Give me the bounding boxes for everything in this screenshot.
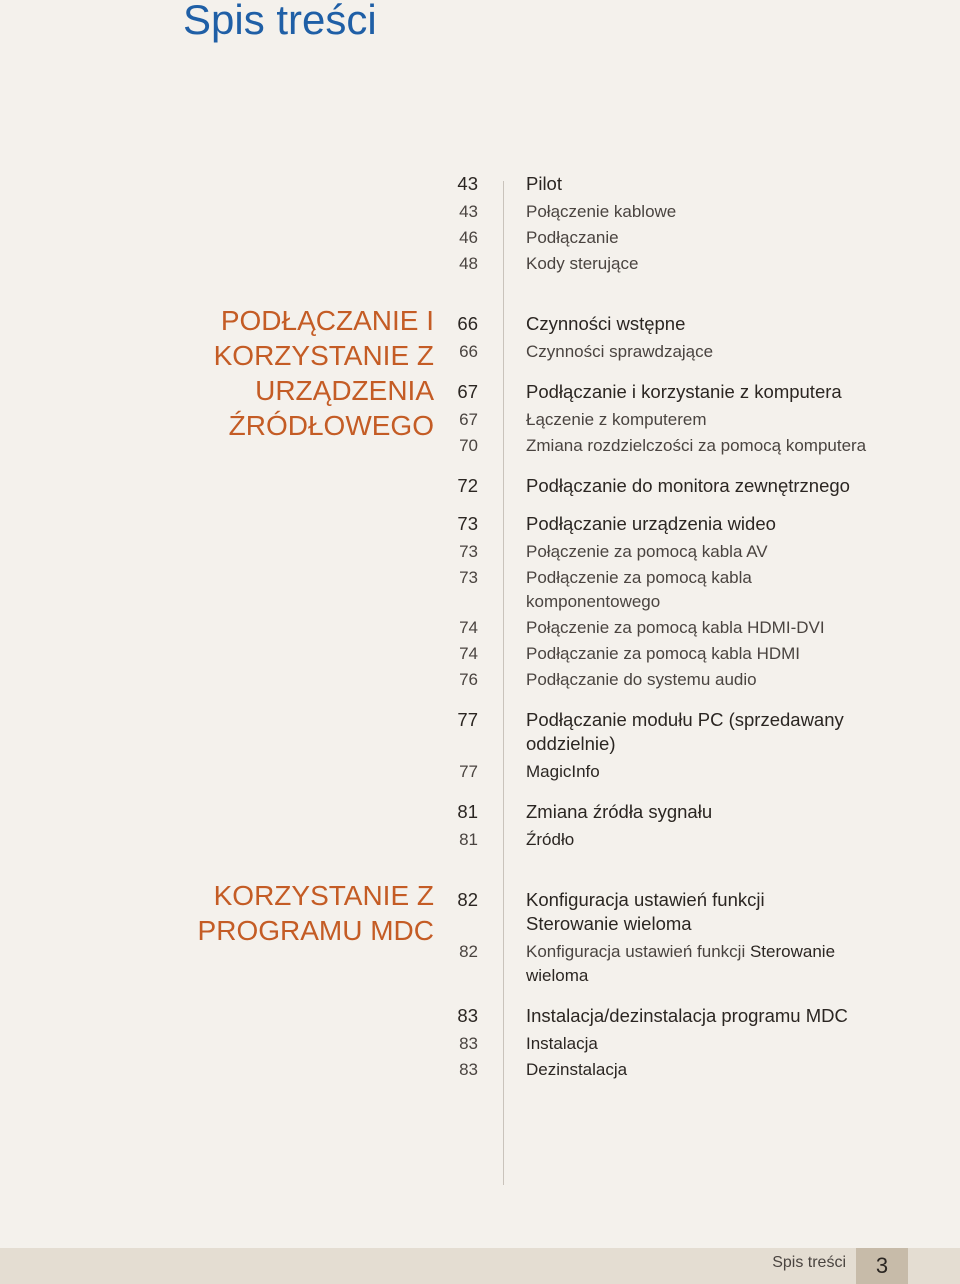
entry-page: 76	[459, 670, 478, 689]
entry-title: Podłączanie do systemu audio	[526, 670, 757, 689]
page-title: Spis treści	[183, 0, 377, 43]
entry-page: 66	[459, 342, 478, 361]
entry-title: Zmiana źródła sygnału	[526, 801, 713, 822]
entry-page: 81	[457, 801, 478, 822]
entry-title: Podłączanie do monitora zewnętrznego	[526, 475, 850, 496]
entry-page: 74	[459, 618, 478, 637]
entry-title: Podłączanie urządzenia wideo	[526, 513, 776, 534]
entry-title: Połączenie kablowe	[526, 202, 677, 221]
entry-page: 83	[459, 1034, 478, 1053]
entry-title: Pilot	[526, 173, 562, 194]
entry-title: Dezinstalacja	[526, 1060, 628, 1079]
entry-title: MagicInfo	[526, 762, 600, 781]
entry-title: Kody sterujące	[526, 254, 639, 273]
entry-page: 43	[459, 202, 478, 221]
entry-title: Połączenie za pomocą kabla HDMI-DVI	[526, 618, 825, 637]
entry-title: Instalacja/dezinstalacja programu MDC	[526, 1005, 848, 1026]
entry-page: 82	[457, 889, 478, 910]
footer-label: Spis treści	[772, 1254, 846, 1271]
entry-page: 73	[457, 513, 478, 534]
entry-page: 70	[459, 436, 478, 455]
entry-title: Podłączanie za pomocą kabla HDMI	[526, 644, 801, 663]
entry-page: 77	[459, 762, 478, 781]
entry-page: 67	[459, 410, 478, 429]
entry-page: 83	[457, 1005, 478, 1026]
entry-title: Czynności sprawdzające	[526, 342, 714, 361]
entry-page: 46	[459, 228, 478, 247]
entry-page: 48	[459, 254, 478, 273]
footer-page-number: 3	[856, 1248, 908, 1284]
entry-title: Zmiana rozdzielczości za pomocą komputera	[526, 436, 867, 455]
entry-title: Czynności wstępne	[526, 313, 686, 334]
entry-page: 82	[459, 942, 478, 961]
entry-title: Podłączanie i korzystanie z komputera	[526, 381, 842, 402]
section-heading-source-devices: PODŁĄCZANIE I KORZYSTANIE Z URZĄDZENIA ŹRÓDŁOWEGO	[213, 305, 434, 441]
entry-title: Podłączenie za pomocą kabla komponentowego	[526, 568, 752, 611]
entry-page: 43	[457, 173, 478, 194]
entry-title: Źródło	[526, 830, 575, 849]
column-divider	[503, 181, 504, 1185]
entry-title: Konfiguracja ustawień funkcji Sterowanie wieloma	[526, 889, 765, 934]
entry-page: 83	[459, 1060, 478, 1079]
entry-page: 74	[459, 644, 478, 663]
entry-title: Połączenie za pomocą kabla AV	[526, 542, 768, 561]
entry-page: 66	[457, 313, 478, 334]
entry-title: Podłączanie modułu PC (sprzedawany oddzielnie)	[526, 709, 844, 754]
entry-title: Łączenie z komputerem	[526, 410, 707, 429]
entry-title: Podłączanie	[526, 228, 619, 247]
entry-title: Instalacja	[526, 1034, 598, 1053]
entry-title: Konfiguracja ustawień funkcji Sterowanie wieloma	[526, 942, 836, 985]
entry-page: 73	[459, 542, 478, 561]
entry-page: 67	[457, 381, 478, 402]
entry-page: 77	[457, 709, 478, 730]
entry-page: 72	[457, 475, 478, 496]
entry-page: 73	[459, 568, 478, 587]
entry-page: 81	[459, 830, 478, 849]
section-heading-mdc: KORZYSTANIE Z PROGRAMU MDC	[197, 880, 434, 946]
